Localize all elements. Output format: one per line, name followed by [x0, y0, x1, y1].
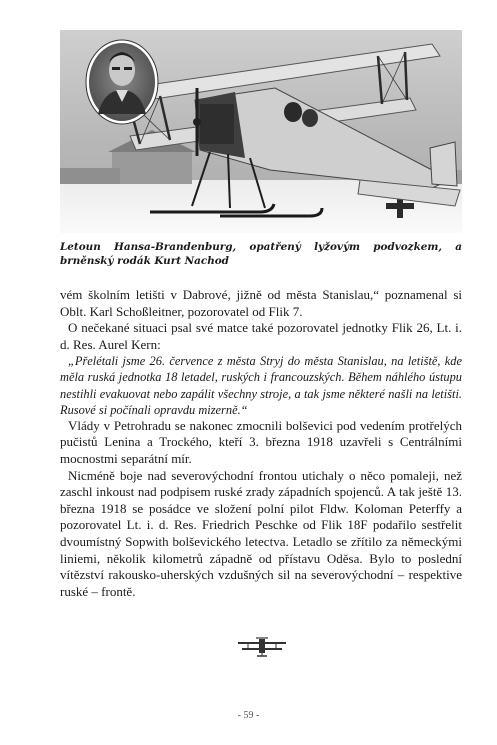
- historical-photo: [60, 30, 462, 233]
- paragraph: vém školním letišti v Dabrové, jižně od města Stanislau,“ poznamenal si Oblt. Karl Schoßleitner, pozorovatel od Flik 7.: [60, 287, 462, 319]
- page-number: - 59 -: [237, 710, 260, 721]
- airplane-ornament-icon: [236, 636, 288, 658]
- paragraph: O nečekané situaci psal své matce také pozorovatel jednotky Flik 26, Lt. i. d. Res. Aurel Kern:: [60, 320, 462, 352]
- photo-caption: Letoun Hansa-Brandenburg, opatřený lyžovým podvozkem, a brněnský rodák Kurt Nachod: [60, 241, 462, 267]
- body-text: [60, 287, 462, 600]
- quotation: „Přelétali jsme 26. července z města Stryj do města Stanislau, na letiště, kde měla ruská jednotka 18 letadel, ruských i francouzských. Během náhlého ústupu nestihli evakuovat nebo zapálit všechny stroje, a tak jsme některé našli na letišti. Rusové si počínali opravdu mizerně.“: [60, 354, 462, 417]
- paragraph: Vlády v Petrohradu se nakonec zmocnili bolševici pod vedením protřelých pučistů Lenina a Trockého, kteří 3. března 1918 uzavřeli s Centrálními mocnostmi separátní mír.: [60, 417, 462, 466]
- paragraph: Nicméně boje nad severovýchodní frontou utichaly o něco pomaleji, než zaschl inkoust nad podpisem ruské zrady západních spojenců. A tak ještě 13. března 1918 se posádce ve složení polní pilot Fldw. Koloman Peterffy a pozorovatel Lt. i. d. Res. Friedrich Peschke od Flik 18F podařilo sestřelit dvoumístný Sopwith bolševického letectva. Letadlo se zřítilo za německými liniemi, několik kilometrů západně od přístavu Oděsa. Bylo to poslední vítězství rakousko-uherských vzdušných sil na severovýchodní – respektive ruské – frontě.: [60, 467, 462, 599]
- biplane-photo-illustration: [60, 30, 462, 233]
